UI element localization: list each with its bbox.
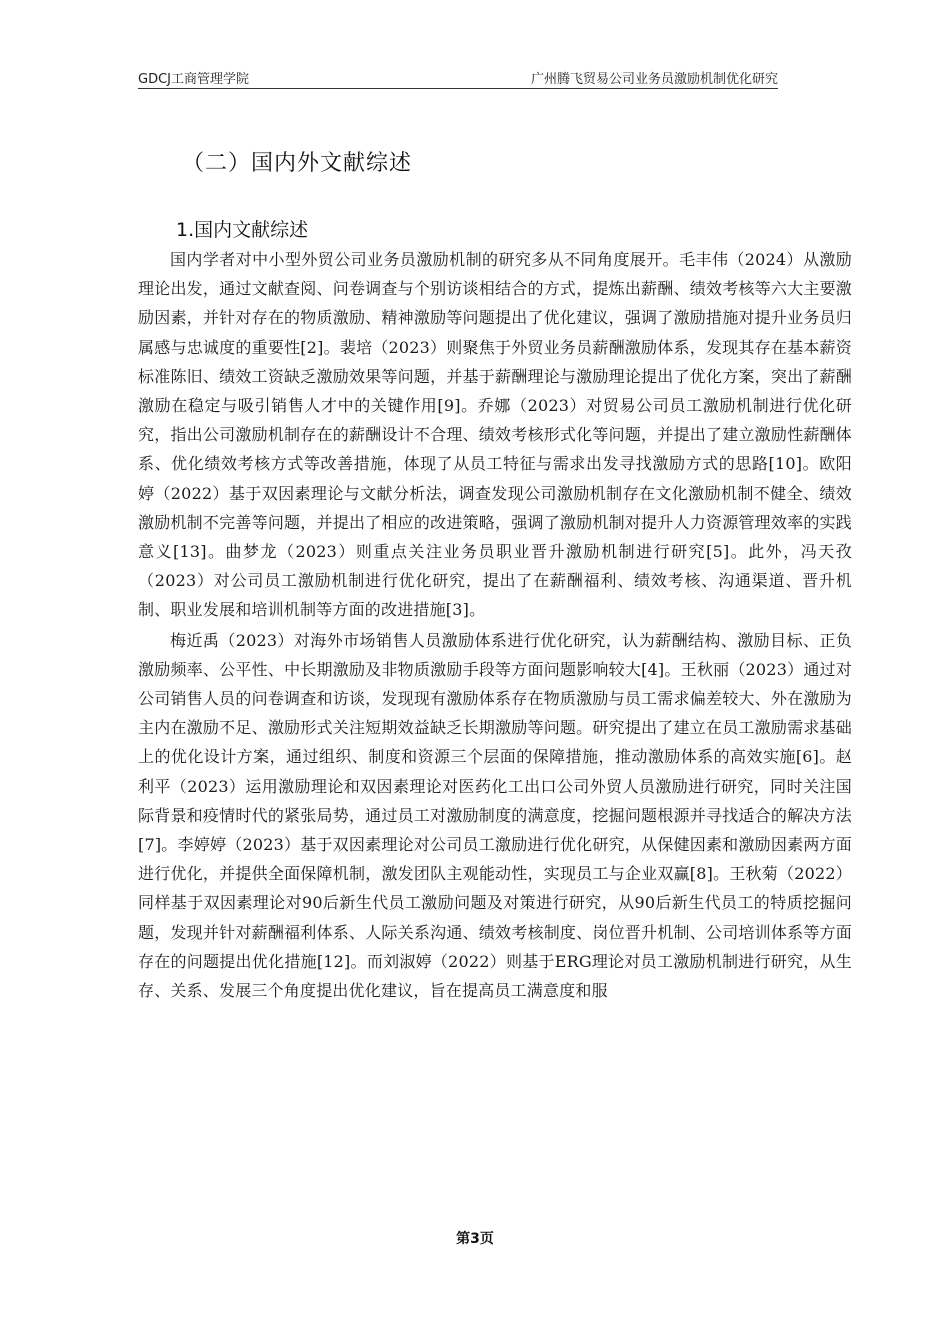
paragraph: 梅近禹（2023）对海外市场销售人员激励体系进行优化研究，认为薪酬结构、激励目标、正负激励频率、公平性、中长期激励及非物质激励手段等方面问题影响较大[4]。王秋丽（2023）通过对公司销售人员的问卷调查和访谈，发现现有激励体系存在物质激励与员工需求偏差较大、外在激励为主内在激励不足、激励形式关注短期效益缺乏长期激励等问题。研究提出了建立在员工激励需求基础上的优化设计方案，通过组织、制度和资源三个层面的保障措施，推动激励体系的高效实施[6]。赵利平（2023）运用激励理论和双因素理论对医药化工出口公司外贸人员激励进行研究，同时关注国际背景和疫情时代的紧张局势，通过员工对激励制度的满意度，挖掘问题根源并寻找适合的解决方法[7]。李婷婷（2023）基于双因素理论对公司员工激励进行优化研究，从保健因素和激励因素两方面进行优化，并提供全面保障机制，激发团队主观能动性，实现员工与企业双赢[8]。王秋菊（2022）同样基于双因素理论对90后新生代员工激励问题及对策进行研究，从90后新生代员工的特质挖掘问题，发现并针对薪酬福利体系、人际关系沟通、绩效考核制度、岗位晋升机制、公司培训体系等方面存在的问题提出优化措施[12]。而刘淑婷（2022）则基于ERG理论对员工激励机制进行研究，从生存、关系、发展三个角度提出优化建议，旨在提高员工满意度和服 (138, 630, 852, 1001)
header-divider (138, 88, 778, 89)
page-header (138, 66, 778, 88)
page-number: 第3页 (456, 1231, 494, 1247)
body-text (138, 245, 852, 1005)
subsection-title: 1.国内文献综述 (176, 219, 309, 241)
header-thesis-title: 广州腾飞贸易公司业务员激励机制优化研究 (530, 72, 778, 87)
header-school: GDCJ工商管理学院 (138, 72, 249, 87)
section-title: （二）国内外文献综述 (182, 151, 413, 176)
paragraph: 国内学者对中小型外贸公司业务员激励机制的研究多从不同角度展开。毛丰伟（2024）从激励理论出发，通过文献查阅、问卷调查与个别访谈相结合的方式，提炼出薪酬、绩效考核等六大主要激励因素，并针对存在的物质激励、精神激励等问题提出了优化建议，强调了激励措施对提升业务员归属感与忠诚度的重要性[2]。裴培（2023）则聚焦于外贸业务员薪酬激励体系，发现其存在基本薪资标准陈旧、绩效工资缺乏激励效果等问题，并基于薪酬理论与激励理论提出了优化方案，突出了薪酬激励在稳定与吸引销售人才中的关键作用[9]。乔娜（2023）对贸易公司员工激励机制进行优化研究，指出公司激励机制存在的薪酬设计不合理、绩效考核形式化等问题，并提出了建立激励性薪酬体系、优化绩效考核方式等改善措施，体现了从员工特征与需求出发寻找激励方式的思路[10]。欧阳婷（2022）基于双因素理论与文献分析法，调查发现公司激励机制存在文化激励机制不健全、绩效激励机制不完善等问题，并提出了相应的改进策略，强调了激励机制对提升人力资源管理效率的实践意义[13]。曲梦龙（2023）则重点关注业务员职业晋升激励机制进行研究[5]。此外，冯天孜（2023）对公司员工激励机制进行优化研究，提出了在薪酬福利、绩效考核、沟通渠道、晋升机制、职业发展和培训机制等方面的改进措施[3]。 (138, 250, 852, 620)
